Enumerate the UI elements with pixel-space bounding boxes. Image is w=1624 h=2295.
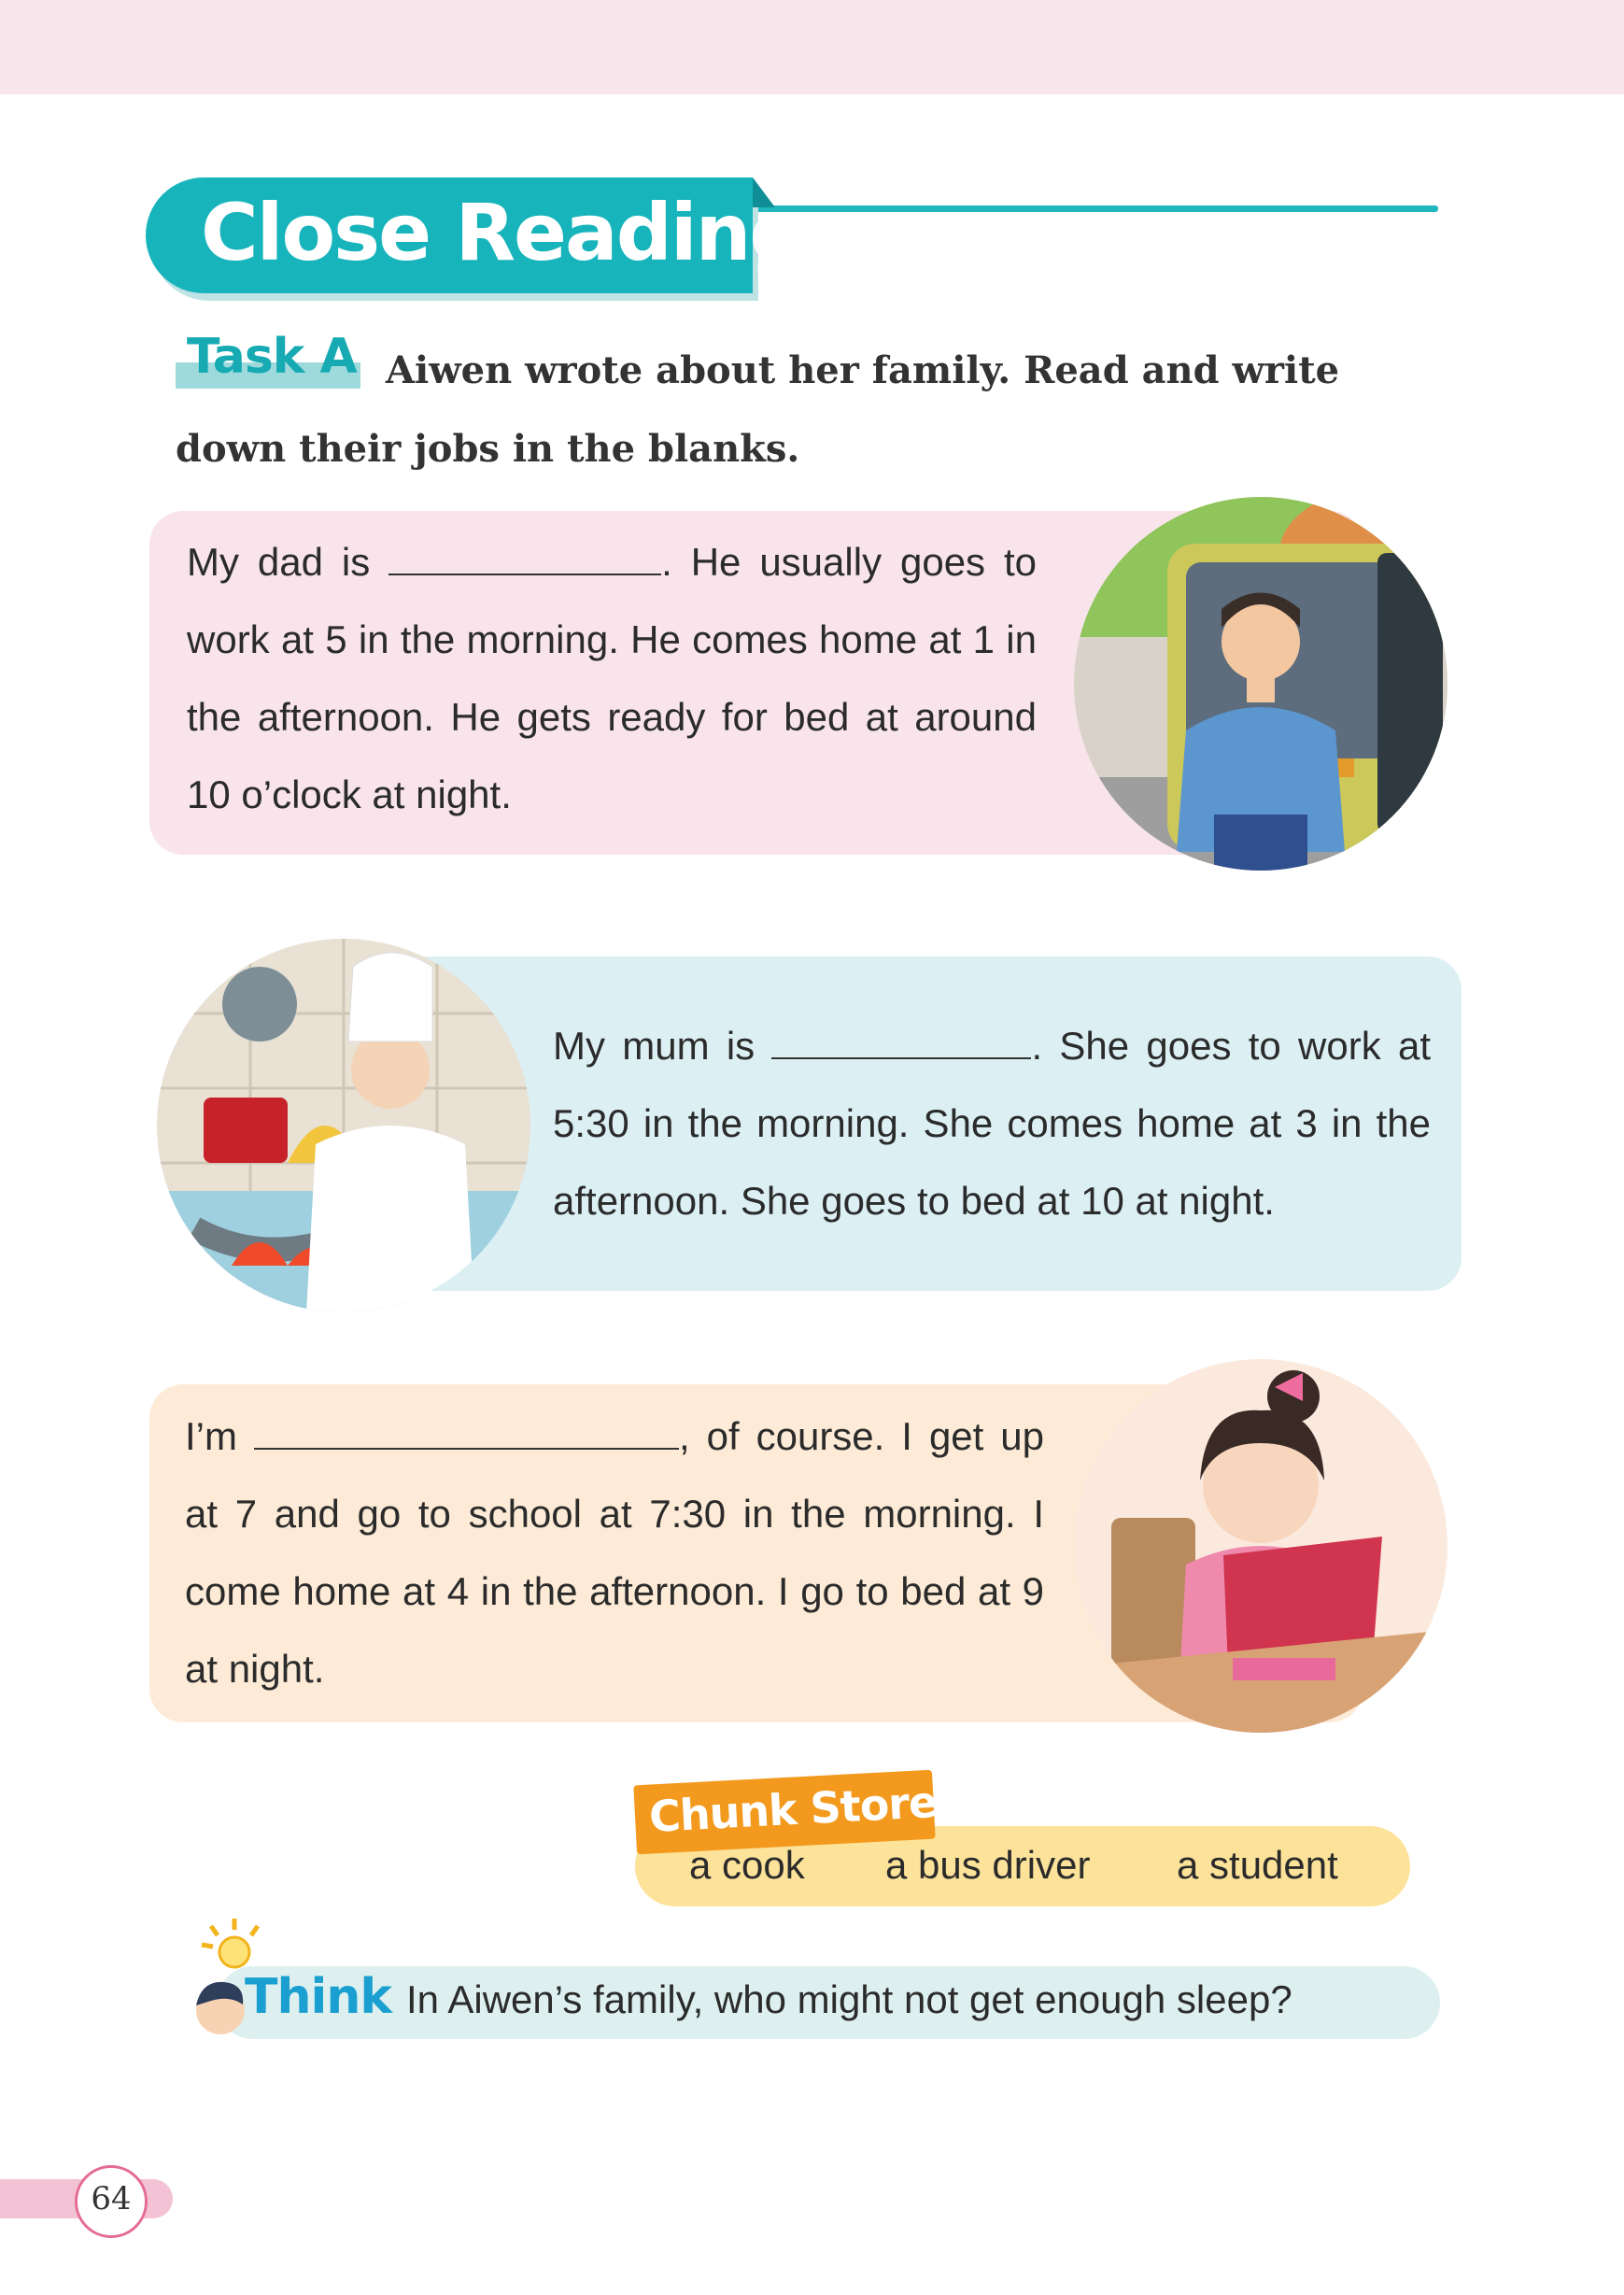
task-instruction: Aiwen wrote about her family. Read and write down their jobs in the blanks.: [176, 348, 1340, 471]
passage-dad: My dad is . He usually goes to work at 5 in the morning. He comes home at 1 in the afternoon. He gets ready for bed at around 10 o’clock at night.: [187, 523, 1037, 833]
think-question: In Aiwen’s family, who might not get enough sleep?: [406, 1977, 1292, 2021]
cook-illustration: [157, 939, 530, 1312]
student-illustration: [1074, 1359, 1447, 1733]
page-number: 64: [91, 2180, 132, 2217]
section-title: Close Reading: [201, 187, 804, 278]
chunk-item-student: a student: [1177, 1843, 1338, 1887]
chunk-item-bus-driver: a bus driver: [885, 1843, 1091, 1887]
think-label: Think: [245, 1969, 391, 2025]
top-band: [0, 0, 1624, 94]
answer-blank-mum[interactable]: [771, 1020, 1031, 1059]
chunk-item-cook: a cook: [689, 1843, 805, 1887]
answer-blank-aiwen[interactable]: [254, 1410, 679, 1450]
bus-driver-illustration: [1074, 497, 1447, 871]
section-rule: [747, 205, 1438, 212]
passage-mum: My mum is . She goes to work at 5:30 in the morning. She comes home at 3 in the afternoon. She goes to bed at 10 at night.: [553, 1007, 1431, 1240]
passage-aiwen: I’m , of course. I get up at 7 and go to school at 7:30 in the morning. I come home at 4 in the afternoon. I go to bed at 9 at night.: [185, 1397, 1044, 1707]
chunk-store-title: Chunk Store: [647, 1776, 939, 1843]
task-label: Task A: [187, 329, 357, 385]
answer-blank-dad[interactable]: [388, 536, 661, 575]
